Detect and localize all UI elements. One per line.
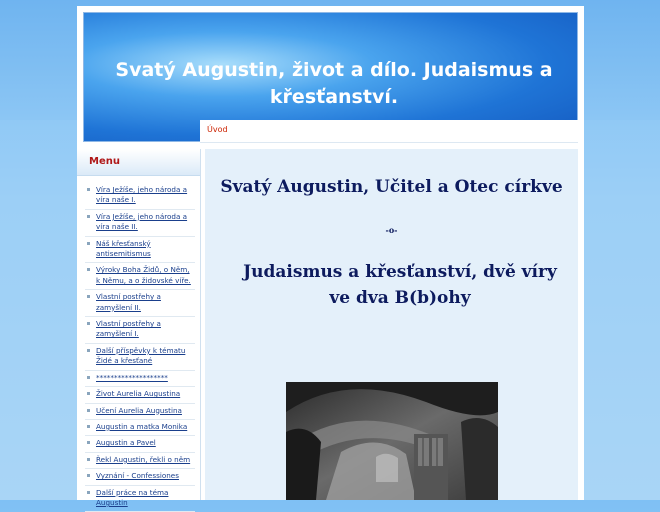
- content-subheading: Judaismus a křesťanství, dvě víry ve dva B(b)ohy: [243, 262, 557, 308]
- sidebar-link[interactable]: Augustin a matka Monika: [96, 421, 188, 431]
- sidebar-item: [85, 237, 195, 264]
- sidebar-link[interactable]: Další práce na téma Augustin: [96, 487, 169, 507]
- sidebar-link[interactable]: Vlastní postřehy a zamyšlení I.: [96, 319, 161, 339]
- content-separator: -o-: [385, 225, 398, 235]
- sidebar-link[interactable]: Další příspěvky k tématu Židé a křesťané: [96, 345, 186, 366]
- site-title: Svatý Augustin, život a dílo. Judaismus a křesťanství.: [115, 59, 553, 108]
- sidebar-link[interactable]: Víra Ježíše, jeho národa a víra naše II.: [96, 211, 188, 232]
- sidebar-link[interactable]: Náš křesťanský antisemitismus: [96, 238, 151, 259]
- sidebar-link[interactable]: Vlastní postřehy a zamyšlení II.: [96, 292, 161, 312]
- sidebar-item: [85, 404, 195, 420]
- content-heading: Svatý Augustin, Učitel a Otec církve: [220, 177, 563, 197]
- sidebar-item: [85, 436, 195, 452]
- sidebar-link[interactable]: Život Aurelia Augustina: [96, 389, 181, 399]
- sidebar-item: [85, 420, 195, 436]
- sidebar-item: [85, 183, 195, 210]
- main-content: [205, 149, 578, 500]
- sidebar: [77, 149, 201, 507]
- sidebar-item: [85, 371, 195, 387]
- sidebar-item: [85, 210, 195, 237]
- sidebar-item: [85, 263, 195, 290]
- page-container: [77, 6, 584, 507]
- sidebar-link[interactable]: Augustin a Pavel: [96, 438, 156, 448]
- sidebar-menu-list: [85, 183, 195, 512]
- sidebar-link[interactable]: Výroky Boha Židů, o Něm, k Němu, a o židovské víře.: [96, 265, 191, 285]
- sidebar-menu-heading: [77, 149, 200, 176]
- menu-heading-label: Menu: [89, 156, 120, 167]
- sidebar-link[interactable]: Vyznání - Confessiones: [96, 471, 179, 481]
- sidebar-link[interactable]: ********************: [96, 372, 168, 382]
- sidebar-link[interactable]: Učení Aurelia Augustina: [96, 405, 182, 415]
- top-navigation: [200, 120, 578, 143]
- sidebar-item: [85, 486, 195, 512]
- archway-photo-image: [286, 382, 498, 500]
- sidebar-item: [85, 453, 195, 469]
- sidebar-link[interactable]: Řekl Augustin, řekli o něm: [96, 454, 191, 464]
- sidebar-item: [85, 469, 195, 485]
- sidebar-item: [85, 387, 195, 403]
- sidebar-item: [85, 290, 195, 317]
- sidebar-link[interactable]: Víra Ježíše, jeho národa a víra naše I.: [96, 185, 188, 205]
- sidebar-item: [85, 317, 195, 344]
- archway-photo: [286, 382, 498, 500]
- nav-item-uvod[interactable]: Úvod: [207, 125, 228, 134]
- sidebar-item: [85, 344, 195, 371]
